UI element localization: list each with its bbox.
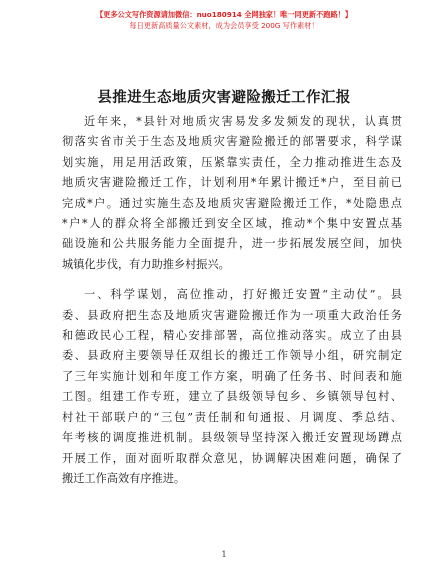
paragraph-line: 彻落实省市关于生态及地质灾害避险搬迁的部署要求，科学谋 (62, 135, 402, 149)
paragraph-line: 划实施，用足用活政策，压紧靠实责任，全力推动推进生态及 (62, 155, 402, 169)
document-body (62, 112, 402, 489)
paragraph-line: 一、科学谋划，高位推动，打好搬迁安置“主动仗”。县 (84, 288, 402, 302)
promo-banner (0, 9, 448, 31)
paragraph-line: 开展工作，面对面听取群众意见，协调解决困难问题，确保了 (62, 451, 402, 465)
paragraph-line: 完成*户。通过实施生态及地质灾害避险搬迁工作，*处隐患点 (62, 196, 402, 210)
paragraph-line: 委、县政府主要领导任双组长的搬迁工作领导小组，研究制定 (62, 349, 402, 363)
paragraph-line: *户*人的群众将全部搬迁到安全区域，推动*个集中安置点基 (62, 217, 402, 231)
promo-banner-line-2: 每日更新高质量公文素材，成为会员享受 200G 写作素材！ (129, 21, 319, 30)
paragraph-line: 城镇化步伐，有力助推乡村振兴。 (62, 257, 230, 271)
paragraph-intro (62, 112, 402, 275)
paragraph-line: 了三年实施计划和年度工作方案，明确了任务书、时间表和施 (62, 369, 402, 383)
paragraph-line: 近年来，*县针对地质灾害易发多发频发的现状，认真贯 (84, 115, 402, 128)
document-title: 县推进生态地质灾害避险搬迁工作汇报 (97, 90, 351, 106)
paragraph-line: 年考核的调度推进机制。县级领导坚持深入搬迁安置现场蹲点 (62, 431, 402, 445)
paragraph-line: 搬迁工作高效有序推进。 (62, 471, 186, 485)
page-number: 1 (221, 550, 227, 559)
paragraph-line: 和德政民心工程，精心安排部署，高位推动落实。成立了由县 (62, 329, 402, 343)
paragraph-line: 础设施和公共服务能力全面提升，进一步拓展发展空间，加快 (62, 237, 402, 251)
paragraph-line: 村社干部联户的“三包”责任制和旬通报、月调度、季总结、 (62, 410, 402, 424)
paragraph-section-1 (62, 285, 402, 489)
paragraph-line: 委、县政府把生态及地质灾害避险搬迁作为一项重大政治任务 (62, 308, 402, 322)
paragraph-line: 工图。组建工作专班，建立了县级领导包乡、乡镇领导包村、 (62, 390, 402, 404)
promo-banner-line-1: 【更多公文写作资源请加微信：nuo180914 全网独家！唯一同更新不跑路！】 (95, 10, 353, 19)
paragraph-line: 地质灾害避险搬迁工作，计划利用*年累计搬迁*户，至目前已 (62, 176, 402, 190)
